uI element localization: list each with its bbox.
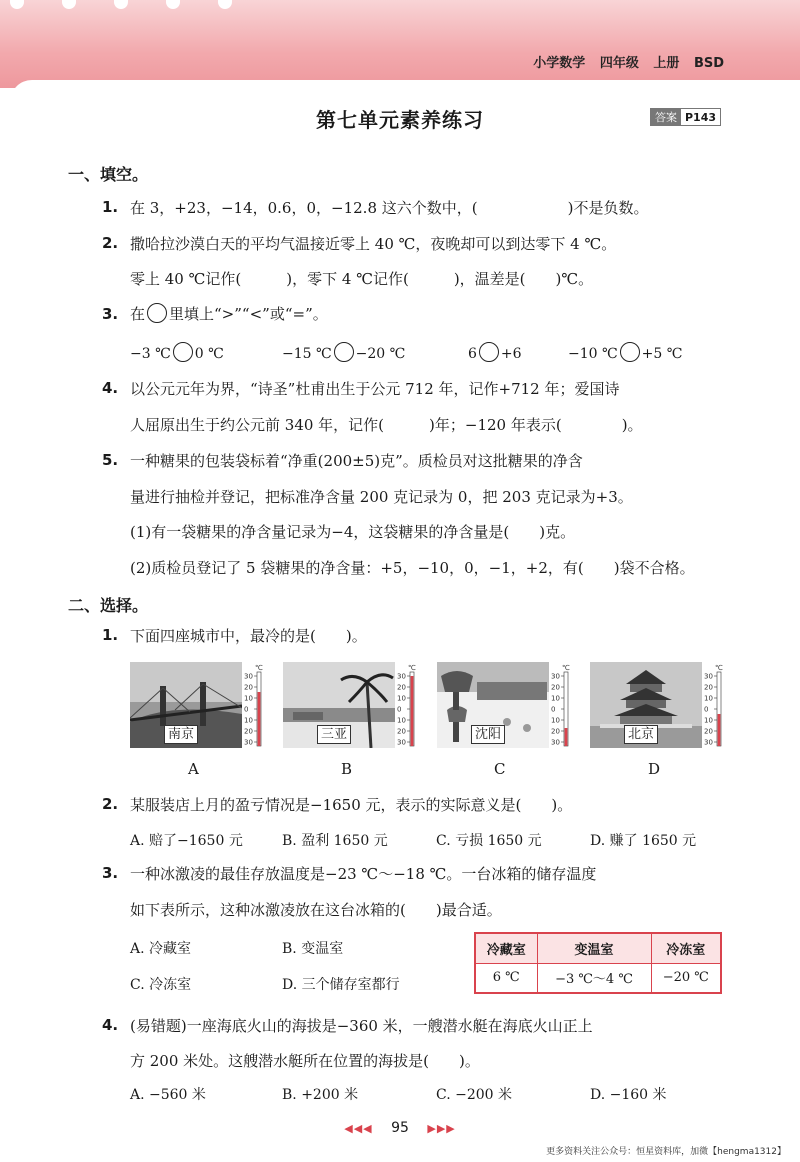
compare-left: 6 [468, 346, 477, 362]
compare-left: −15 ℃ [282, 346, 332, 362]
q5-line2: 量进行抽检并登记，把标准净含量 200 克记录为 0，把 203 克记录为+3。 [130, 488, 633, 506]
thermo-tick-label: 30 [704, 738, 713, 747]
s2q2-number: 2. [102, 795, 119, 813]
s2q1-text: 下面四座城市中，最冷的是( )。 [130, 627, 367, 645]
q2-line1: 撒哈拉沙漠白天的平均气温接近零上 40 ℃，夜晚却可以到达零下 4 ℃。 [130, 235, 617, 253]
table-cell: −20 ℃ [651, 963, 721, 993]
answer-label: 答案 [651, 109, 681, 125]
page-number: 95 [391, 1120, 409, 1136]
svg-text:℃: ℃ [408, 664, 416, 672]
q1-number: 1. [102, 198, 119, 216]
s2q2-option-b[interactable]: B. 盈利 1650 元 [282, 833, 388, 849]
s2q3-option-c[interactable]: C. 冷冻室 [130, 977, 192, 993]
svg-text:℃: ℃ [562, 664, 570, 672]
thermometer-icon [704, 662, 724, 748]
q5-number: 5. [102, 451, 119, 469]
answer-page: P143 [685, 111, 717, 124]
q4-line2: 人屈原出生于约公元前 340 年，记作( )年；−120 年表示( )。 [130, 416, 643, 434]
table-cell: −3 ℃～4 ℃ [537, 963, 651, 993]
compare-item-3 [468, 342, 522, 362]
header-subject: 小学数学 [533, 56, 586, 71]
compare-circle-icon[interactable] [334, 342, 354, 362]
thermo-tick-label: 0 [244, 705, 249, 714]
s2q4-number: 4. [102, 1016, 119, 1034]
compare-circle-icon[interactable] [620, 342, 640, 362]
q2-line2: 零上 40 ℃记作( )，零下 4 ℃记作( )，温差是( )℃。 [130, 270, 594, 288]
thermometer-icon [244, 662, 264, 748]
s2q2-option-a[interactable]: A. 赔了−1650 元 [130, 833, 243, 849]
s2q4-line2: 方 200 米处。这艘潜水艇所在位置的海拔是( )。 [130, 1052, 480, 1070]
thermo-tick-label: 20 [244, 727, 253, 736]
compare-left: −10 ℃ [568, 346, 618, 362]
page-title: 第七单元素养练习 [316, 108, 484, 132]
thermo-tick-label: 20 [397, 683, 406, 692]
table-header-row [475, 933, 721, 963]
prev-arrows-icon: ◀◀◀ [344, 1122, 373, 1135]
s2q3-option-d[interactable]: D. 三个储存室都行 [282, 977, 400, 993]
choice-letter-d[interactable]: D [648, 760, 661, 778]
city-card-sanya [283, 662, 416, 748]
thermo-tick-label: 20 [244, 683, 253, 692]
thermometer-icon [397, 662, 417, 748]
s2q3-option-a[interactable]: A. 冷藏室 [130, 941, 192, 957]
header-edition: BSD [693, 56, 724, 71]
thermo-tick-label: 20 [551, 727, 560, 736]
q1-text: 在 3，+23，−14，0.6，0，−12.8 这六个数中，( )不是负数。 [130, 199, 649, 217]
compare-right: +6 [500, 346, 522, 362]
compare-item-4 [568, 342, 682, 362]
s2q3-option-b[interactable]: B. 变温室 [282, 941, 344, 957]
compare-circle-icon[interactable] [479, 342, 499, 362]
city-label: 南京 [164, 725, 198, 744]
table-header: 变温室 [537, 933, 651, 963]
q3-pre: 在 [130, 305, 146, 323]
thermo-tick-label: 20 [551, 683, 560, 692]
choice-letter-c[interactable]: C [494, 760, 506, 778]
q3-number: 3. [102, 305, 119, 323]
compare-left: −3 ℃ [130, 346, 171, 362]
thermo-tick-label: 30 [397, 738, 406, 747]
q4-line1: 以公元元年为界，“诗圣”杜甫出生于公元 712 年，记作+712 年；爱国诗 [130, 380, 620, 398]
thermo-tick-label: 10 [244, 694, 253, 703]
table-header: 冷藏室 [475, 933, 537, 963]
next-arrows-icon: ▶▶▶ [427, 1122, 456, 1135]
q5-line1: 一种糖果的包装袋标着“净重(200±5)克”。质检员对这批糖果的净含 [130, 452, 583, 470]
q4-number: 4. [102, 379, 119, 397]
city-label: 北京 [624, 725, 658, 744]
s2q4-option-c[interactable]: C. −200 米 [436, 1087, 513, 1103]
q5-line3: (1)有一袋糖果的净含量记录为−4，这袋糖果的净含量是( )克。 [130, 523, 576, 541]
compare-circle-icon [147, 303, 167, 323]
s2q4-line1: (易错题)一座海底火山的海拔是−360 米，一艘潜水艇在海底火山正上 [130, 1017, 593, 1035]
thermo-tick-label: 30 [704, 672, 713, 681]
s2q2-text: 某服装店上月的盈亏情况是−1650 元，表示的实际意义是( )。 [130, 796, 573, 814]
compare-right: +5 ℃ [641, 346, 683, 362]
thermo-tick-label: 0 [397, 705, 402, 714]
choice-letter-a[interactable]: A [188, 760, 199, 778]
footer-note: 更多资料关注公众号：恒星资料库，加微【hengma1312】 [546, 1147, 786, 1157]
q5-line4: (2)质检员登记了 5 袋糖果的净含量：+5，−10，0，−1，+2，有( )袋不合格。 [130, 559, 695, 577]
thermometer-icon [551, 662, 571, 748]
s2q1-number: 1. [102, 626, 119, 644]
table-header: 冷冻室 [651, 933, 721, 963]
thermo-tick-label: 10 [551, 716, 560, 725]
compare-item-2 [282, 342, 405, 362]
city-card-beijing [590, 662, 723, 748]
header-grade: 四年级 [599, 56, 639, 71]
thermo-tick-label: 20 [704, 727, 713, 736]
header-band [0, 0, 800, 88]
thermo-tick-label: 20 [397, 727, 406, 736]
city-label: 沈阳 [471, 725, 505, 744]
svg-text:℃: ℃ [255, 664, 263, 672]
thermo-tick-label: 10 [704, 716, 713, 725]
s2q3-line1: 一种冰激凌的最佳存放温度是−23 ℃～−18 ℃。一台冰箱的储存温度 [130, 865, 597, 883]
choice-letter-b[interactable]: B [341, 760, 353, 778]
svg-text:℃: ℃ [715, 664, 723, 672]
table-cell: 6 ℃ [475, 963, 537, 993]
q3-instruction [130, 303, 328, 324]
compare-item-1 [130, 342, 224, 362]
thermo-tick-label: 30 [551, 672, 560, 681]
thermo-tick-label: 10 [704, 694, 713, 703]
s2q2-option-d[interactable]: D. 赚了 1650 元 [590, 833, 697, 849]
page-footer [0, 1120, 800, 1136]
thermo-tick-label: 10 [551, 694, 560, 703]
s2q3-line2: 如下表所示，这种冰激凌放在这台冰箱的( )最合适。 [130, 901, 502, 919]
city-card-nanjing [130, 662, 263, 748]
thermo-tick-label: 30 [397, 672, 406, 681]
compare-circle-icon[interactable] [173, 342, 193, 362]
thermo-tick-label: 10 [397, 716, 406, 725]
thermo-tick-label: 30 [244, 738, 253, 747]
section-choice-heading: 二、选择。 [68, 596, 149, 615]
s2q3-number: 3. [102, 864, 119, 882]
s2q4-option-b[interactable]: B. +200 米 [282, 1087, 359, 1103]
compare-right: 0 ℃ [194, 346, 224, 362]
thermo-tick-label: 0 [704, 705, 709, 714]
fridge-temperature-table [474, 932, 722, 994]
header-info [523, 52, 724, 71]
city-card-shenyang [437, 662, 570, 748]
compare-right: −20 ℃ [355, 346, 406, 362]
header-term: 上册 [653, 56, 680, 71]
thermo-tick-label: 0 [551, 705, 556, 714]
thermo-tick-label: 30 [551, 738, 560, 747]
city-label: 三亚 [317, 725, 351, 744]
q3-post: 里填上“>”“<”或“=”。 [169, 305, 328, 323]
s2q2-option-c[interactable]: C. 亏损 1650 元 [436, 833, 542, 849]
answer-tag [650, 108, 721, 126]
table-row [475, 963, 721, 993]
q2-number: 2. [102, 234, 119, 252]
thermo-tick-label: 10 [397, 694, 406, 703]
thermo-tick-label: 30 [244, 672, 253, 681]
binding-rings [10, 0, 250, 10]
section-fill-blank-heading: 一、填空。 [68, 165, 149, 184]
thermo-tick-label: 10 [244, 716, 253, 725]
thermo-tick-label: 20 [704, 683, 713, 692]
s2q4-option-a[interactable]: A. −560 米 [130, 1087, 206, 1103]
s2q4-option-d[interactable]: D. −160 米 [590, 1087, 667, 1103]
